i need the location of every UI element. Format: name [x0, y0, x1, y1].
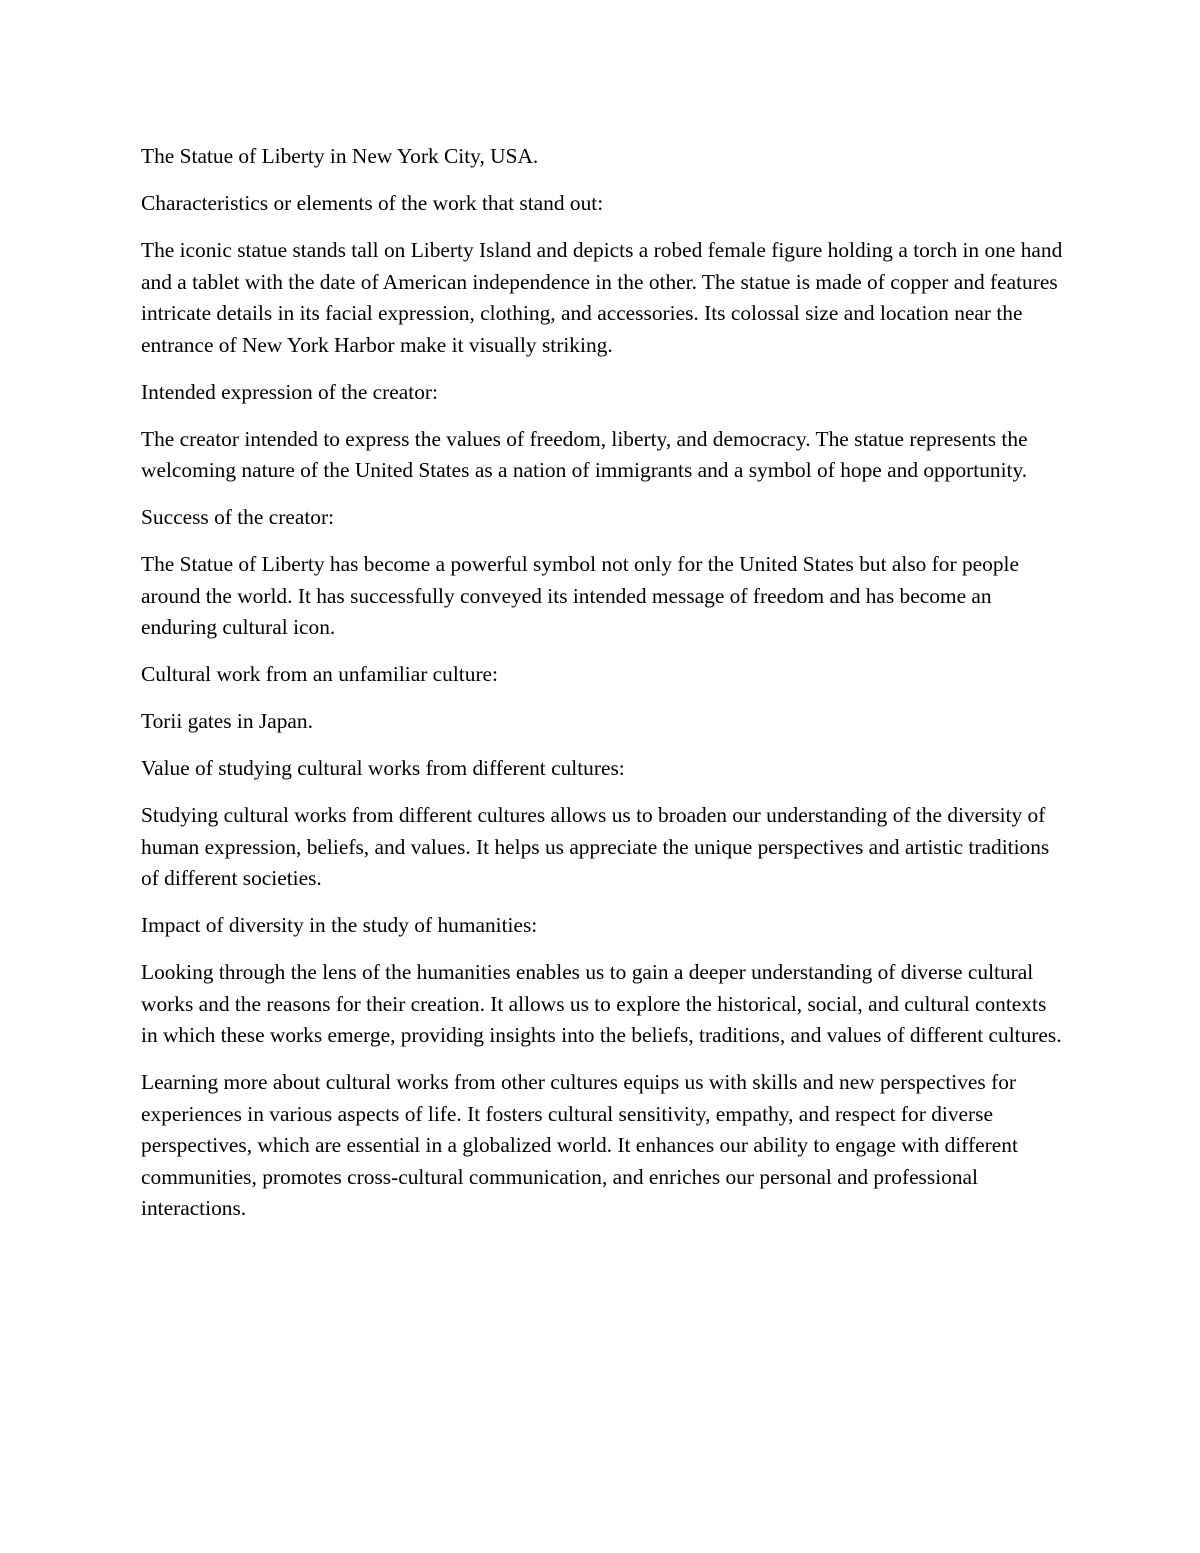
title-line: The Statue of Liberty in New York City, USA. [141, 144, 539, 168]
paragraph-unfamiliar-culture: Torii gates in Japan. [141, 709, 313, 733]
paragraph-success: The Statue of Liberty has become a powerful symbol not only for the United States but also for people around the world. It has successfully conveyed its intended message of freedom and has become an enduring cultural icon. [141, 552, 1019, 639]
section-heading-value-of-studying: Value of studying cultural works from different cultures: [141, 756, 625, 780]
section-heading-impact-of-diversity: Impact of diversity in the study of humanities: [141, 913, 538, 937]
paragraph-value-of-studying: Studying cultural works from different cultures allows us to broaden our understanding of the diversity of human expression, beliefs, and values. It helps us appreciate the unique perspectives and artistic traditions of different societies. [141, 803, 1050, 890]
paragraph-impact-of-diversity: Looking through the lens of the humanities enables us to gain a deeper understanding of diverse cultural works and the reasons for their creation. It allows us to explore the historical, social, and cultural contexts in which these works emerge, providing insights into the beliefs, traditions, and values of different cultures. [141, 960, 1062, 1047]
section-heading-unfamiliar-culture: Cultural work from an unfamiliar culture: [141, 662, 498, 686]
section-heading-characteristics: Characteristics or elements of the work that stand out: [141, 191, 604, 215]
paragraph-learning-more: Learning more about cultural works from other cultures equips us with skills and new perspectives for experiences in various aspects of life. It fosters cultural sensitivity, empathy, and respect for diverse perspectives, which are essential in a globalized world. It enhances our ability to engage with different communities, promotes cross-cultural communication, and enriches our personal and professional interactions. [141, 1070, 1018, 1220]
document-body [141, 141, 1065, 1240]
paragraph-characteristics: The iconic statue stands tall on Liberty Island and depicts a robed female figure holding a torch in one hand and a tablet with the date of American independence in the other. The statue is made of copper and features intricate details in its facial expression, clothing, and accessories. Its colossal size and location near the entrance of New York Harbor make it visually striking. [141, 238, 1063, 357]
section-heading-success: Success of the creator: [141, 505, 335, 529]
section-heading-intended-expression: Intended expression of the creator: [141, 379, 438, 404]
paragraph-intended-expression: The creator intended to express the values of freedom, liberty, and democracy. The statue represents the welcoming nature of the United States as a nation of immigrants and a symbol of hope and opportunity. [141, 426, 1028, 482]
